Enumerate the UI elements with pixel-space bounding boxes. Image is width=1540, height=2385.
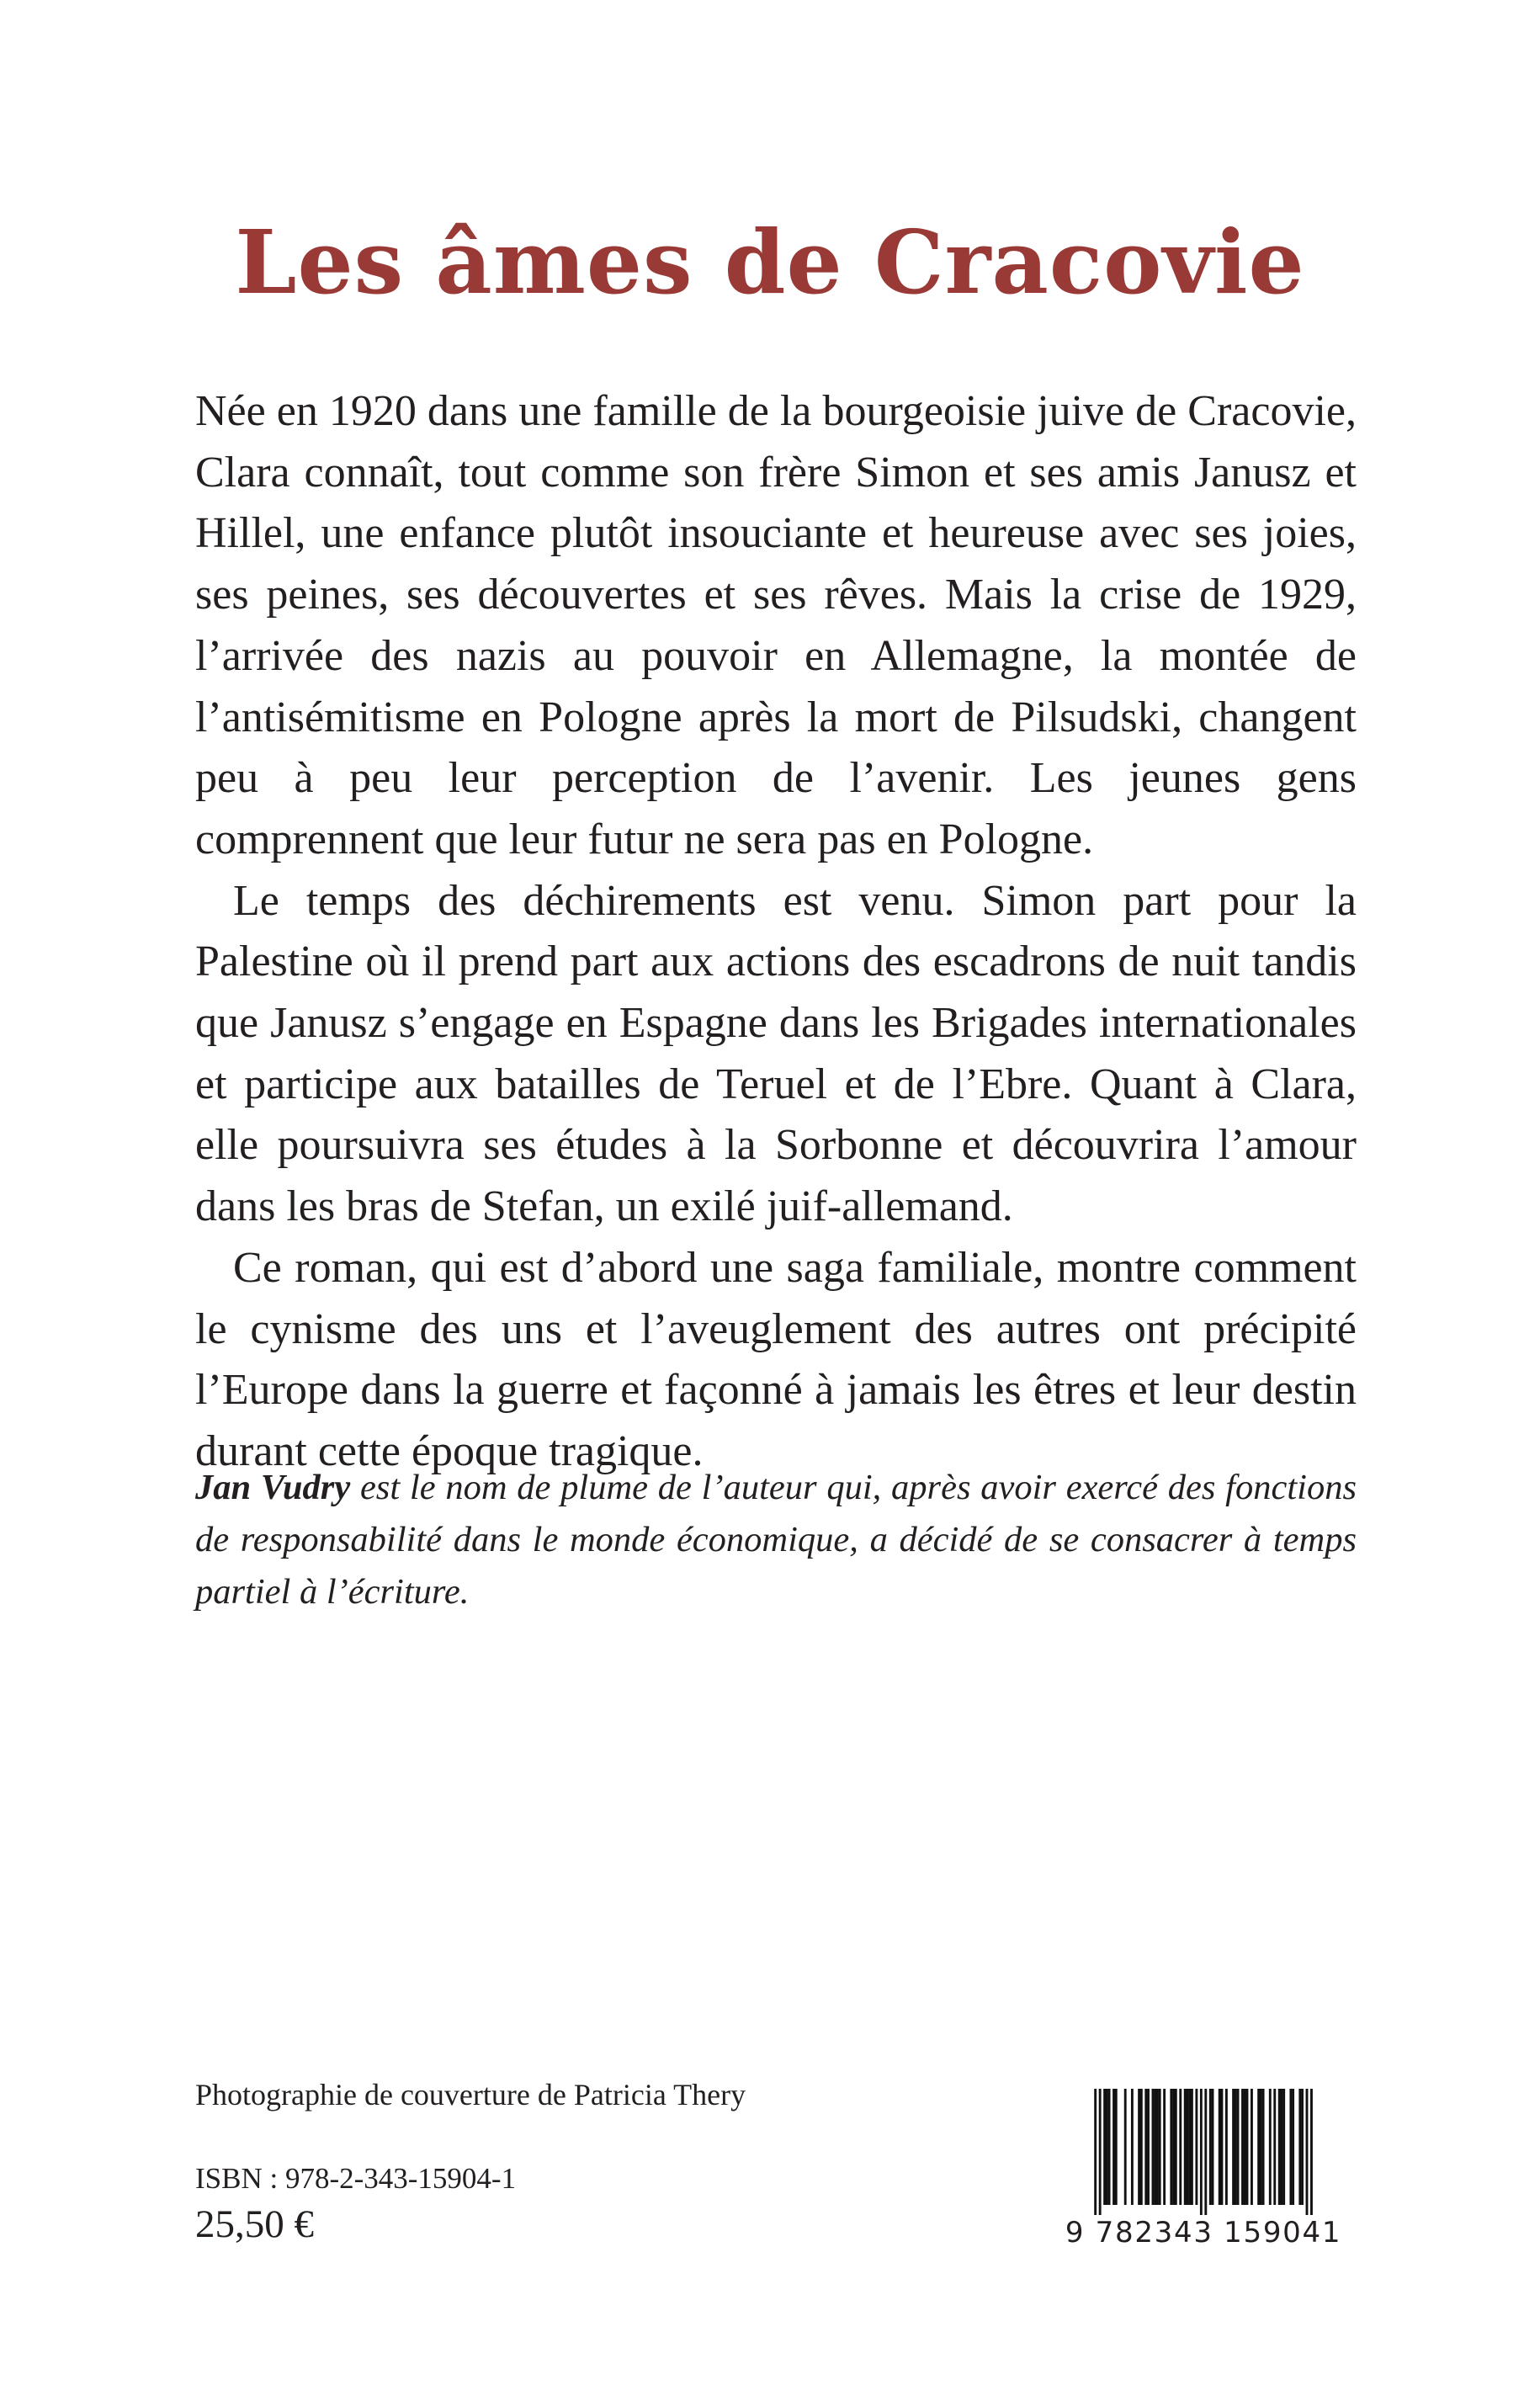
isbn-barcode bbox=[1062, 2089, 1345, 2249]
barcode-bar bbox=[1115, 2089, 1118, 2205]
price: 25,50 € bbox=[195, 2202, 314, 2246]
barcode-bar bbox=[1144, 2089, 1147, 2205]
barcode-bar bbox=[1106, 2089, 1108, 2205]
barcode-bar bbox=[1289, 2089, 1292, 2205]
barcode-bar bbox=[1281, 2089, 1283, 2205]
barcode-bar bbox=[1219, 2089, 1221, 2205]
barcode-bar bbox=[1244, 2089, 1246, 2205]
barcode-bar bbox=[1156, 2089, 1159, 2205]
barcode-bar bbox=[1138, 2089, 1140, 2205]
barcode-bar bbox=[1147, 2089, 1150, 2205]
barcode-bar bbox=[1113, 2089, 1115, 2205]
barcode-bar bbox=[1099, 2089, 1102, 2215]
barcode-bar bbox=[1188, 2089, 1191, 2205]
barcode-bar bbox=[1191, 2089, 1193, 2205]
barcode-bar bbox=[1310, 2089, 1313, 2215]
barcode-bar bbox=[1131, 2089, 1134, 2205]
barcode-bar bbox=[1195, 2089, 1197, 2205]
summary-paragraph-2: Le temps des déchirements est venu. Simon part pour la Palestine où il prend part aux actions des escadrons de nuit tandis que Janusz s’engage en Espagne dans les Brigades internationales et participe aux batailles de Teruel et de l’Ebre. Quant à Clara, elle poursuivra ses études à la Sorbonne et découvrira l’amour dans les bras de Stefan, un exilé juif-allemand. bbox=[195, 876, 1357, 1231]
barcode-bar bbox=[1237, 2089, 1240, 2205]
barcode-bar bbox=[1246, 2089, 1249, 2205]
barcode-bar bbox=[1200, 2089, 1203, 2215]
barcode-bar bbox=[1260, 2089, 1262, 2205]
barcode-bar bbox=[1225, 2089, 1228, 2205]
barcode-bar bbox=[1124, 2089, 1127, 2205]
isbn: ISBN : 978-2-343-15904-1 bbox=[195, 2162, 517, 2195]
barcode-bar bbox=[1152, 2089, 1155, 2205]
barcode-bar bbox=[1220, 2089, 1223, 2205]
barcode-bar bbox=[1251, 2089, 1253, 2205]
barcode-digits: 9 782343 159041 bbox=[1065, 2216, 1342, 2250]
barcode-bar bbox=[1187, 2089, 1189, 2205]
barcode-bar bbox=[1172, 2089, 1175, 2205]
barcode-bar bbox=[1292, 2089, 1294, 2205]
book-summary bbox=[195, 381, 1357, 1483]
barcode-bar bbox=[1108, 2089, 1111, 2205]
cover-photo-credit: Photographie de couverture de Patricia Thery bbox=[195, 2078, 746, 2111]
barcode-bar bbox=[1241, 2089, 1244, 2205]
barcode-bar bbox=[1154, 2089, 1156, 2205]
barcode-bar bbox=[1212, 2089, 1214, 2205]
barcode-bar bbox=[1184, 2089, 1187, 2205]
barcode-bar bbox=[1209, 2089, 1212, 2205]
barcode-bar bbox=[1278, 2089, 1281, 2205]
barcode-bar bbox=[1094, 2089, 1097, 2215]
barcode-bar bbox=[1140, 2089, 1143, 2205]
author-bio bbox=[195, 1462, 1357, 1618]
barcode-bar bbox=[1204, 2089, 1207, 2215]
barcode-bar bbox=[1232, 2089, 1235, 2205]
barcode-bar bbox=[1175, 2089, 1177, 2205]
barcode-bar bbox=[1257, 2089, 1260, 2205]
barcode-bar bbox=[1103, 2089, 1106, 2205]
barcode-bar bbox=[1301, 2089, 1304, 2205]
barcode-bar bbox=[1306, 2089, 1309, 2215]
barcode-bar bbox=[1170, 2089, 1172, 2205]
book-title: Les âmes de Cracovie bbox=[235, 210, 1305, 314]
barcode-bar bbox=[1273, 2089, 1276, 2205]
author-name: Jan Vudry bbox=[195, 1468, 351, 1507]
barcode-bar bbox=[1262, 2089, 1265, 2205]
barcode-bar bbox=[1282, 2089, 1285, 2205]
barcode-bar bbox=[1179, 2089, 1182, 2205]
summary-paragraph-3: Ce roman, qui est d’abord une saga familiale, montre comment le cynisme des uns et l’aveuglement des autres ont précipité l’Europe dans la guerre et façonné à jamais les êtres et leur destin durant cette époque tragique. bbox=[195, 1243, 1357, 1475]
author-bio-text: est le nom de plume de l’auteur qui, après avoir exercé des fonctions de responsabilité dans le monde économique, a décidé de se consacrer à temps partiel à l’écriture. bbox=[195, 1468, 1357, 1612]
barcode-bar bbox=[1163, 2089, 1166, 2205]
barcode-bar bbox=[1298, 2089, 1301, 2205]
summary-paragraph-1: Née en 1920 dans une famille de la bourgeoisie juive de Cracovie, Clara connaît, tout comme son frère Simon et ses amis Janusz et Hillel, une enfance plutôt insouciante et heureuse avec ses joies, ses peines, ses découvertes et ses rêves. Mais la crise de 1929, l’arrivée des nazis au pouvoir en Allemagne, la montée de l’antisémitisme en Pologne après la mort de Pilsudski, changent peu à peu leur perception de l’avenir. Les jeunes gens comprennent que leur futur ne sera pas en Pologne. bbox=[195, 387, 1357, 863]
barcode-bar bbox=[1269, 2089, 1272, 2205]
barcode-bars bbox=[1062, 2089, 1345, 2215]
barcode-bar bbox=[1235, 2089, 1237, 2205]
barcode-bar bbox=[1159, 2089, 1161, 2205]
